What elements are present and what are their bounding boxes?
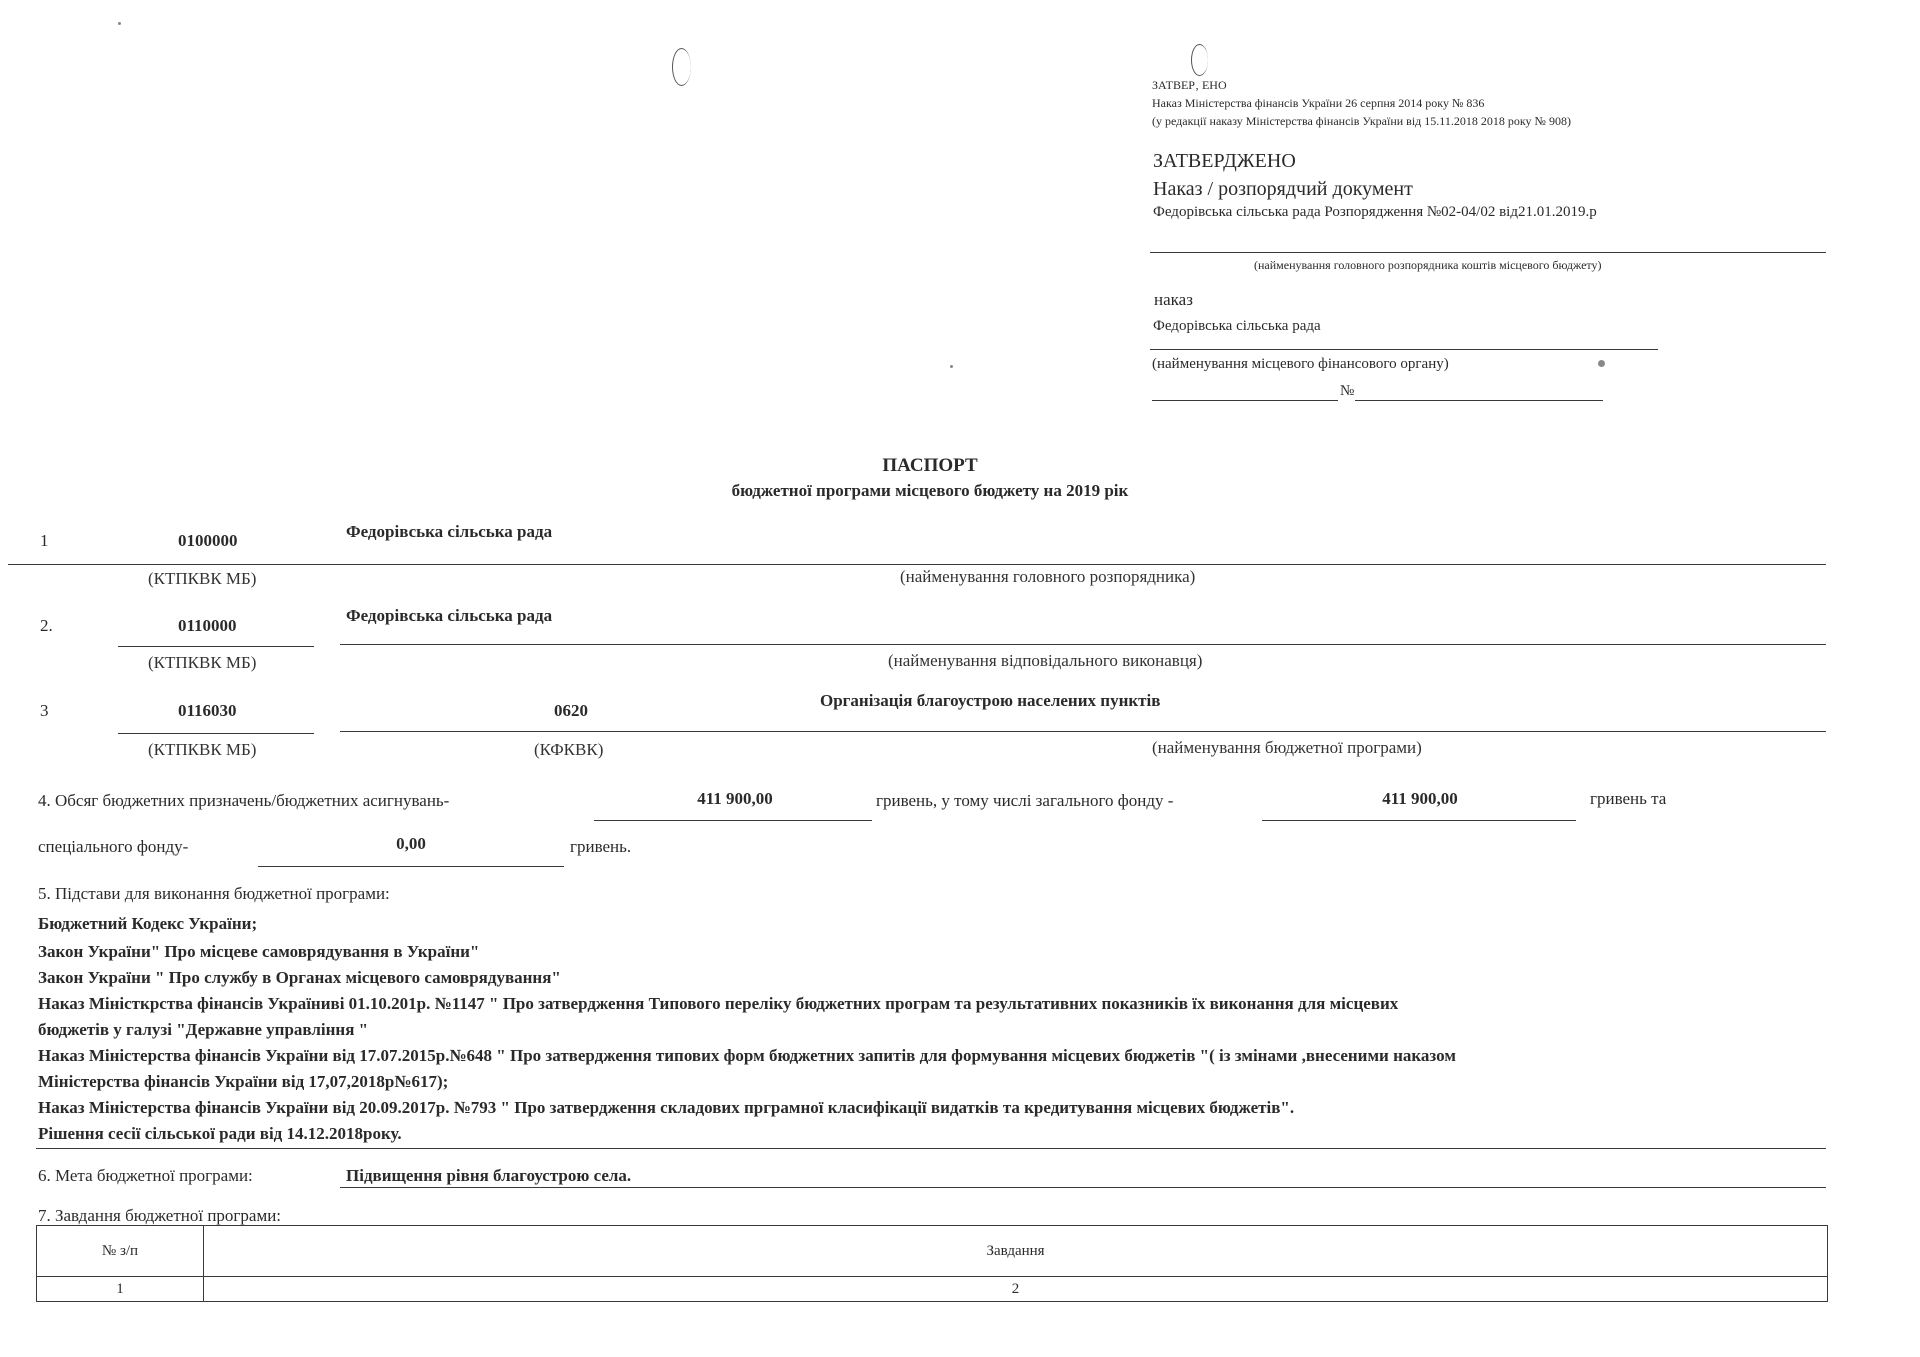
goal-divider (340, 1187, 1826, 1188)
tasks-header-row (37, 1226, 1828, 1277)
row2-name: Федорівська сільська рада (346, 606, 553, 625)
basis-divider (36, 1148, 1826, 1149)
volume-total: 411 900,00 (697, 789, 773, 808)
caption-main-manager: (найменування головного розпорядника коштів місцевого бюджету) (1254, 258, 1602, 272)
goal-value: Підвищення рівня благоустрою села. (346, 1166, 632, 1185)
basis-item: Наказ Міністерства фінансів України від 20.09.2017р. №793 " Про затвердження складових прграмної класифікації видатків та кредитування місцевих бюджетів". (38, 1098, 1295, 1117)
basis-item: Закон України" Про місцеве самоврядування в України" (38, 942, 480, 961)
passport-title: ПАСПОРТ (882, 455, 978, 476)
finance-body-divider (1150, 349, 1658, 350)
number-sign: № (1340, 383, 1355, 399)
order-word: наказ (1154, 290, 1193, 309)
approved-doc-type: Наказ / розпорядчий документ (1153, 178, 1413, 200)
basis-item: Рішення сесії сільської ради від 14.12.2018року. (38, 1124, 402, 1143)
approved-title: ЗАТВЕРДЖЕНО (1153, 150, 1296, 172)
number-blank-line (1355, 400, 1603, 401)
special-fund-label: спеціального фонду- (38, 837, 189, 856)
basis-label: 5. Підстави для виконання бюджетної програми: (38, 884, 390, 903)
row2-code: 0110000 (178, 616, 237, 635)
basis-item: Наказ Міністкрства фінансів Україниві 01.10.201р. №1147 " Про затвердження Типового переліку бюджетних програм та результативних показників їх виконання для місцевих (38, 994, 1399, 1013)
tasks-label: 7. Завдання бюджетної програми: (38, 1206, 282, 1225)
special-fund-end: гривень. (570, 837, 632, 856)
row2-name-caption: (найменування відповідального виконавця) (888, 651, 1203, 670)
scan-speck (950, 365, 953, 368)
row3-kfkvk: 0620 (554, 701, 588, 720)
row3-code: 0116030 (178, 701, 237, 720)
basis-item: Міністерства фінансів України від 17,07,2018р№617); (38, 1072, 449, 1091)
row1-number: 1 (40, 531, 49, 550)
row1-divider (8, 564, 1826, 565)
tasks-table (36, 1225, 1828, 1302)
tasks-row-task: 2 (204, 1277, 1828, 1302)
special-fund-line (258, 866, 564, 867)
goal-label: 6. Мета бюджетної програми: (38, 1166, 253, 1185)
volume-end-text: гривень та (1590, 789, 1667, 808)
tasks-col-task: Завдання (204, 1226, 1828, 1277)
row3-code-caption: (КТПКВК МБ) (148, 740, 257, 759)
row1-code: 0100000 (178, 531, 238, 550)
volume-mid-text: гривень, у тому числі загального фонду - (876, 791, 1174, 810)
row3-name: Організація благоустрою населених пунктів (820, 691, 1161, 710)
tasks-col-num: № з/п (37, 1226, 204, 1277)
passport-subtitle: бюджетної програми місцевого бюджету на 2019 рік (731, 481, 1129, 500)
row3-name-divider (340, 731, 1826, 732)
caption-finance-body: (найменування місцевого фінансового органу) (1152, 356, 1449, 372)
approval-stamp-line1: ЗАТВЕР‚ ЕНО (1152, 78, 1227, 92)
volume-label: 4. Обсяг бюджетних призначень/бюджетних асигнувань- (38, 791, 450, 810)
row3-name-caption: (найменування бюджетної програми) (1152, 738, 1422, 757)
tasks-row-num: 1 (37, 1277, 204, 1302)
row1-code-caption: (КТПКВК МБ) (148, 569, 257, 588)
row2-code-divider (118, 646, 314, 647)
basis-item: Наказ Міністерства фінансів України від 17.07.2015р.№648 " Про затвердження типових форм бюджетних запитів для формування місцевих бюджетів "( із змінами ,внесеними наказом (38, 1046, 1456, 1065)
volume-total-line (594, 820, 872, 821)
table-row (37, 1277, 1828, 1302)
row1-name-caption: (найменування головного розпорядника) (900, 567, 1196, 586)
basis-item: Бюджетний Кодекс України; (38, 914, 258, 933)
row2-name-divider (340, 644, 1826, 645)
finance-body: Федорівська сільська рада (1153, 318, 1321, 334)
row2-code-caption: (КТПКВК МБ) (148, 653, 257, 672)
approval-stamp-line3: (у редакції наказу Міністерства фінансів України від 15.11.2018 2018 року № 908) (1152, 114, 1571, 128)
row3-kfkvk-caption: (КФКВК) (534, 740, 604, 759)
scan-speck (118, 22, 121, 25)
scan-speck (1598, 360, 1605, 367)
basis-item: бюджетів у галузі "Державне управління " (38, 1020, 369, 1039)
special-fund-value: 0,00 (396, 834, 426, 853)
row1-name: Федорівська сільська рада (346, 522, 553, 541)
basis-item: Закон України " Про службу в Органах місцевого самоврядування" (38, 968, 561, 987)
approved-doc-ref: Федорівська сільська рада Розпорядження №02-04/02 від21.01.2019.р (1153, 204, 1597, 220)
scan-mark-arc-2 (1191, 44, 1208, 76)
row3-number: 3 (40, 701, 49, 720)
approval-stamp-line2: Наказ Міністерства фінансів України 26 серпня 2014 року № 836 (1152, 96, 1485, 110)
row3-code-divider (118, 733, 314, 734)
scan-mark-arc (672, 48, 691, 86)
approved-divider (1150, 252, 1826, 253)
volume-general-fund-line (1262, 820, 1576, 821)
volume-general-fund: 411 900,00 (1382, 789, 1458, 808)
date-blank-line (1152, 400, 1338, 401)
row2-number: 2. (40, 616, 53, 635)
